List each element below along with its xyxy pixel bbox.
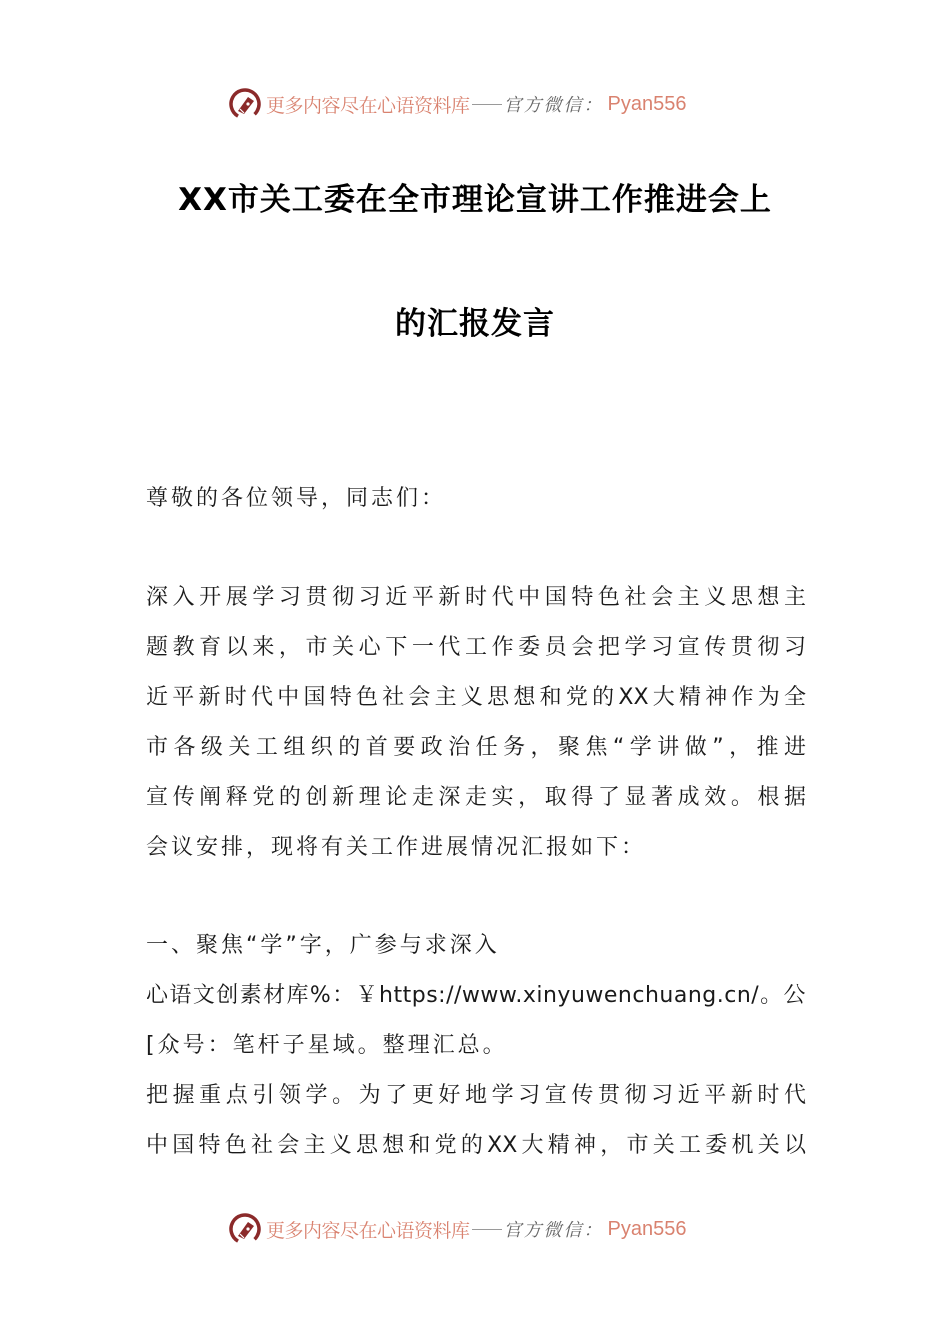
source-note-line-1: 心语文创素材库%：￥https://www.xinyuwenchuang.cn/。公 xyxy=(146,983,806,1008)
intro-line: 会议安排，现将有关工作进展情况汇报如下： xyxy=(146,835,647,860)
wechat-label: 官方微信： xyxy=(503,95,604,116)
wechat-label: 官方微信： xyxy=(503,1220,604,1241)
promo-text: 更多内容尽在心语资料库 xyxy=(266,94,470,117)
intro-line: 题教育以来，市关心下一代工作委员会把学习宣传贯彻习 xyxy=(146,635,806,660)
intro-line: 宣传阐释党的创新理论走深走实，取得了显著成效。根据 xyxy=(146,785,806,810)
document-title-line-2: 的汇报发言 xyxy=(395,306,555,342)
pen-nib-logo-icon xyxy=(228,1212,262,1246)
document-title-line-1: XX市关工委在全市理论宣讲工作推进会上 xyxy=(178,182,772,218)
pen-nib-logo-icon xyxy=(228,87,262,121)
body-line: 中国特色社会主义思想和党的XX大精神，市关工委机关以 xyxy=(146,1133,806,1158)
footer-banner xyxy=(228,1209,728,1249)
dash-divider xyxy=(472,1229,502,1230)
section-one xyxy=(146,921,806,1171)
greeting-text: 尊敬的各位领导，同志们： xyxy=(146,486,447,511)
intro-line: 深入开展学习贯彻习近平新时代中国特色社会主义思想主 xyxy=(146,585,806,610)
wechat-account: Pyan556 xyxy=(607,1217,687,1240)
body-line: 把握重点引领学。为了更好地学习宣传贯彻习近平新时代 xyxy=(146,1083,806,1108)
section-heading: 一、聚焦“学”字，广参与求深入 xyxy=(146,933,500,958)
dash-divider xyxy=(472,104,502,105)
intro-line: 市各级关工组织的首要政治任务，聚焦“学讲做”，推进 xyxy=(146,735,806,760)
intro-line: 近平新时代中国特色社会主义思想和党的XX大精神作为全 xyxy=(146,685,806,710)
promo-text: 更多内容尽在心语资料库 xyxy=(266,1219,470,1242)
greeting-paragraph xyxy=(146,474,806,524)
header-banner xyxy=(228,84,728,124)
wechat-account: Pyan556 xyxy=(607,92,687,115)
source-note-line-2: [众号：笔杆子星域。整理汇总。 xyxy=(146,1033,508,1058)
intro-paragraph xyxy=(146,573,806,873)
